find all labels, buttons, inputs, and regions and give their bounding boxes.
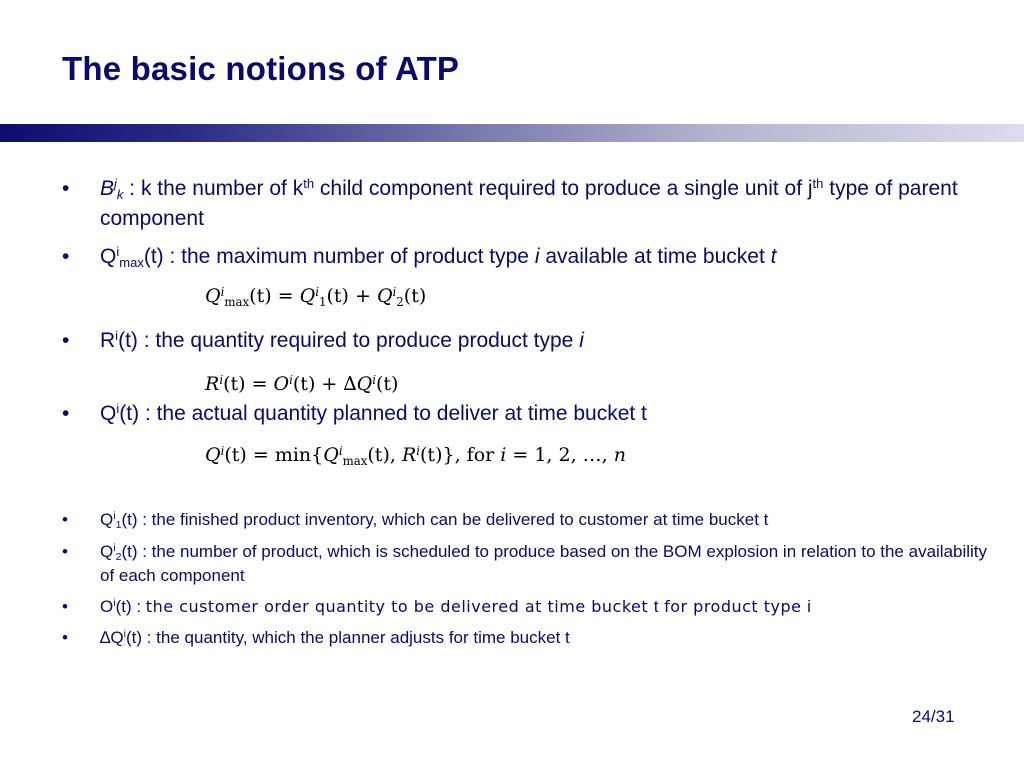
text: (t) : the quantity, which the planner adjusts for time bucket t [125, 628, 570, 647]
f-op: + [315, 373, 344, 395]
f-sub: 1 [318, 294, 327, 309]
bullet-q [62, 399, 997, 429]
f-op: = [245, 373, 274, 395]
symbol: ∆Q [100, 628, 124, 647]
formula-q-max [205, 284, 426, 308]
f-arg: (t) [223, 373, 246, 395]
f-symbol: i [500, 444, 507, 466]
f-sub: max [224, 294, 250, 309]
superscript: th [812, 175, 824, 191]
symbol: Q [100, 510, 114, 529]
f-symbol: ∆Q [343, 373, 373, 395]
bullet-q-max [62, 242, 997, 272]
f-arg: (t), [367, 444, 402, 466]
bullet-text [100, 174, 997, 234]
f-arg: (t)} [420, 444, 455, 466]
superscript: i [113, 542, 116, 555]
bullet-marker: • [62, 510, 68, 529]
formula-r [205, 372, 398, 396]
superscript: i [115, 327, 119, 343]
f-symbol: n [613, 444, 627, 466]
f-symbol: Q [376, 285, 393, 307]
f-sup: i [372, 372, 376, 387]
bullet-o [62, 595, 997, 619]
bullet-text [100, 326, 997, 356]
f-symbol: Q [299, 285, 316, 307]
bullet-q1 [62, 508, 997, 532]
text: type of parent component [100, 177, 958, 230]
formula-q [205, 443, 626, 467]
f-sub: max [342, 453, 368, 468]
f-text: = 1, 2, …, [506, 444, 614, 466]
f-symbol: Q [323, 444, 339, 466]
f-symbol: R [401, 444, 417, 466]
subscript: 2 [115, 551, 122, 564]
f-arg: (t) [292, 373, 316, 395]
f-arg: (t) [224, 444, 247, 466]
f-sup: i [219, 372, 224, 387]
f-sup: i [392, 284, 397, 299]
bullet-text [100, 626, 997, 650]
f-symbol: R [205, 373, 220, 395]
text: available at time bucket [539, 245, 771, 268]
symbol: Q [100, 402, 117, 425]
superscript: i [113, 597, 116, 610]
symbol: Q [100, 542, 114, 561]
bullet-r [62, 326, 997, 356]
bullet-b-jk [62, 174, 997, 234]
text: t [653, 597, 659, 616]
bullet-delta-q [62, 626, 997, 650]
text: (t) : the quantity required to produce product type [118, 329, 580, 352]
slide-title: The basic notions of ATP [62, 50, 460, 87]
bullet-text [100, 508, 997, 532]
subscript: k [116, 186, 124, 202]
f-sub: 2 [396, 294, 404, 309]
page-number: 24/31 [912, 707, 955, 726]
f-arg: (t) [249, 285, 272, 307]
italic-var: t [770, 245, 777, 268]
f-arg: (t) [375, 373, 399, 395]
superscript: th [303, 175, 315, 191]
bullet-marker: • [62, 245, 70, 268]
text: (t) : the maximum number of product type [143, 245, 535, 268]
superscript: i [116, 243, 120, 259]
subscript: max [119, 254, 144, 270]
f-op: + [348, 285, 377, 307]
f-symbol: O [273, 373, 290, 395]
text: (t) : the actual quantity planned to deliver at time bucket t [119, 402, 647, 425]
f-op: = [246, 444, 275, 466]
f-text: , for [454, 444, 501, 466]
superscript: j [114, 175, 117, 191]
bullet-text [100, 399, 997, 429]
f-sup: i [416, 443, 421, 458]
text: the customer order quantity to be delivered at time bucket [145, 597, 654, 616]
text: (t) : [115, 597, 146, 616]
f-sup: i [338, 443, 343, 458]
bullet-marker: • [62, 628, 68, 647]
text: for product type [658, 597, 808, 616]
text: child component required to produce a single unit of j [314, 177, 813, 200]
f-sup: i [220, 284, 225, 299]
subscript: 1 [115, 519, 122, 532]
bullet-marker: • [62, 597, 68, 616]
bullet-text [100, 540, 997, 588]
f-arg: (t) [326, 285, 349, 307]
bullet-marker: • [62, 177, 70, 200]
superscript: i [123, 628, 126, 641]
f-symbol: Q [205, 444, 221, 466]
symbol: R [100, 329, 116, 352]
bullet-marker: • [62, 329, 70, 352]
text: (t) : the finished product inventory, which can be delivered to customer at time bucket t [121, 510, 769, 529]
symbol: B [100, 177, 115, 200]
superscript: i [113, 510, 116, 523]
bullet-text [100, 595, 997, 619]
f-symbol: Q [205, 285, 221, 307]
italic-var: i [579, 329, 584, 352]
italic-var: i [534, 245, 540, 268]
bullet-marker: • [62, 402, 70, 425]
f-op: = [271, 285, 300, 307]
bullet-q2 [62, 540, 997, 588]
f-arg: (t) [403, 285, 427, 307]
f-sup: i [289, 372, 293, 387]
text: i [807, 597, 811, 616]
bullet-text [100, 242, 997, 272]
text: (t) : the number of product, which is scheduled to produce based on the BOM explosion in relation to the availability of each component [100, 542, 988, 585]
text: : k the number of k [123, 177, 304, 200]
f-fn: min{ [274, 444, 324, 466]
f-sup: i [315, 284, 319, 299]
f-sup: i [220, 443, 225, 458]
symbol: Q [100, 245, 117, 268]
superscript: i [116, 400, 120, 416]
bullet-marker: • [62, 542, 68, 561]
symbol: O [100, 597, 114, 616]
